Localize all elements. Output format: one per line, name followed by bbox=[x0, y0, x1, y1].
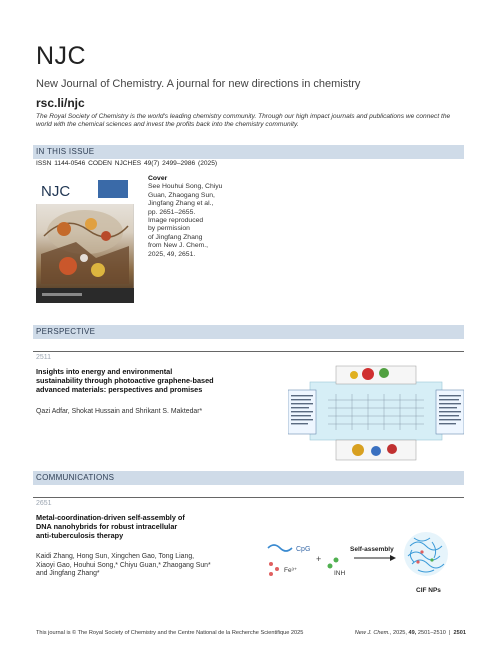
perspective-title-line-2: advanced materials: perspectives and promises bbox=[36, 385, 203, 394]
journal-url[interactable]: rsc.li/njc bbox=[36, 96, 85, 110]
perspective-page-number: 2511 bbox=[36, 354, 52, 361]
cpg-label: CpG bbox=[296, 546, 311, 553]
perspective-bar bbox=[33, 325, 464, 339]
communications-graphical-abstract[interactable] bbox=[262, 524, 464, 602]
cif-nps-label: CIF NPs bbox=[416, 587, 441, 594]
fe-label: Fe³⁺ bbox=[284, 567, 298, 574]
cover-line-4: Image reproduced bbox=[148, 217, 204, 225]
perspective-article-title[interactable] bbox=[36, 367, 261, 394]
cover-line-1: Guan, Zhaogang Sun, bbox=[148, 191, 215, 199]
footer-year: 2025, bbox=[392, 630, 407, 636]
journal-full-title: New Journal of Chemistry. A journal for new directions in chemistry bbox=[36, 78, 361, 90]
communications-rule bbox=[33, 497, 464, 498]
communications-title-line-1: DNA nanohybrids for robust intracellular bbox=[36, 522, 178, 531]
cover-line-5: by permission bbox=[148, 225, 190, 233]
cover-line-2: Jingfang Zhang et al., bbox=[148, 200, 214, 208]
perspective-graphical-abstract[interactable] bbox=[288, 360, 464, 464]
communications-bar bbox=[33, 471, 464, 485]
inh-label: INH bbox=[334, 570, 346, 577]
cover-line-7: from New J. Chem., bbox=[148, 242, 209, 250]
perspective-rule bbox=[33, 351, 464, 352]
cover-line-6: of Jingfang Zhang bbox=[148, 233, 203, 241]
in-this-issue-heading: IN THIS ISSUE bbox=[36, 147, 95, 156]
cover-label: Cover bbox=[148, 175, 168, 182]
journal-abbreviation: NJC bbox=[36, 42, 87, 70]
perspective-title-line-1: sustainability through photoactive graphene-based bbox=[36, 376, 214, 385]
communications-heading: COMMUNICATIONS bbox=[36, 473, 115, 482]
cover-line-8: 2025, 49, 2651. bbox=[148, 250, 196, 258]
plus-sign: + bbox=[316, 554, 322, 564]
cover-line-0: See Houhui Song, Chiyu bbox=[148, 183, 223, 191]
perspective-heading: PERSPECTIVE bbox=[36, 327, 96, 336]
issn-line: ISSN 1144-0546 CODEN NJCHES 49(7) 2499–2986 (2025) bbox=[36, 160, 218, 167]
communications-page-number: 2651 bbox=[36, 500, 52, 507]
cover-line-3: pp. 2651–2655. bbox=[148, 208, 196, 216]
communications-authors bbox=[36, 553, 276, 579]
perspective-authors: Qazi Adfar, Shokat Hussain and Shrikant S. Maktedar* bbox=[36, 408, 203, 415]
communications-title-line-2: anti-tuberculosis therapy bbox=[36, 531, 124, 540]
footer-pages: 2501–2510 bbox=[417, 630, 446, 636]
footer-journal: New J. Chem., bbox=[354, 630, 392, 636]
communications-author-line-2: and Jingfang Zhang* bbox=[36, 570, 100, 578]
cover-caption bbox=[148, 175, 273, 259]
footer-copyright: This journal is © The Royal Society of Chemistry and the Centre National de la Recherche Scientifique 2025 bbox=[36, 630, 304, 636]
communications-article-title[interactable] bbox=[36, 513, 261, 540]
communications-title-line-0: Metal-coordination-driven self-assembly of bbox=[36, 513, 185, 522]
footer-volume: 49, bbox=[408, 630, 417, 636]
rsc-statement: The Royal Society of Chemistry is the world's leading chemistry community. Through our high impact journals and publications we connect the world with the chemical sciences and invest the profits back into the chemistry community. bbox=[36, 113, 451, 129]
cover-logo: NJC bbox=[41, 183, 71, 200]
communications-author-line-0: Kaidi Zhang, Hong Sun, Xingchen Gao, Tong Liang, bbox=[36, 553, 195, 560]
page-footer bbox=[36, 630, 466, 636]
footer-citation: New J. Chem., 2025, 49, 2501–2510 | 2501 bbox=[354, 630, 466, 636]
footer-page-number: 2501 bbox=[453, 630, 466, 636]
perspective-title-line-0: Insights into energy and environmental bbox=[36, 367, 173, 376]
cover-image[interactable] bbox=[36, 174, 134, 303]
communications-author-line-1: Xiaoyi Gao, Houhui Song,* Chiyu Guan,* Zhaogang Sun* bbox=[36, 561, 211, 569]
self-assembly-label: Self-assembly bbox=[350, 546, 394, 553]
in-this-issue-bar bbox=[33, 145, 464, 159]
